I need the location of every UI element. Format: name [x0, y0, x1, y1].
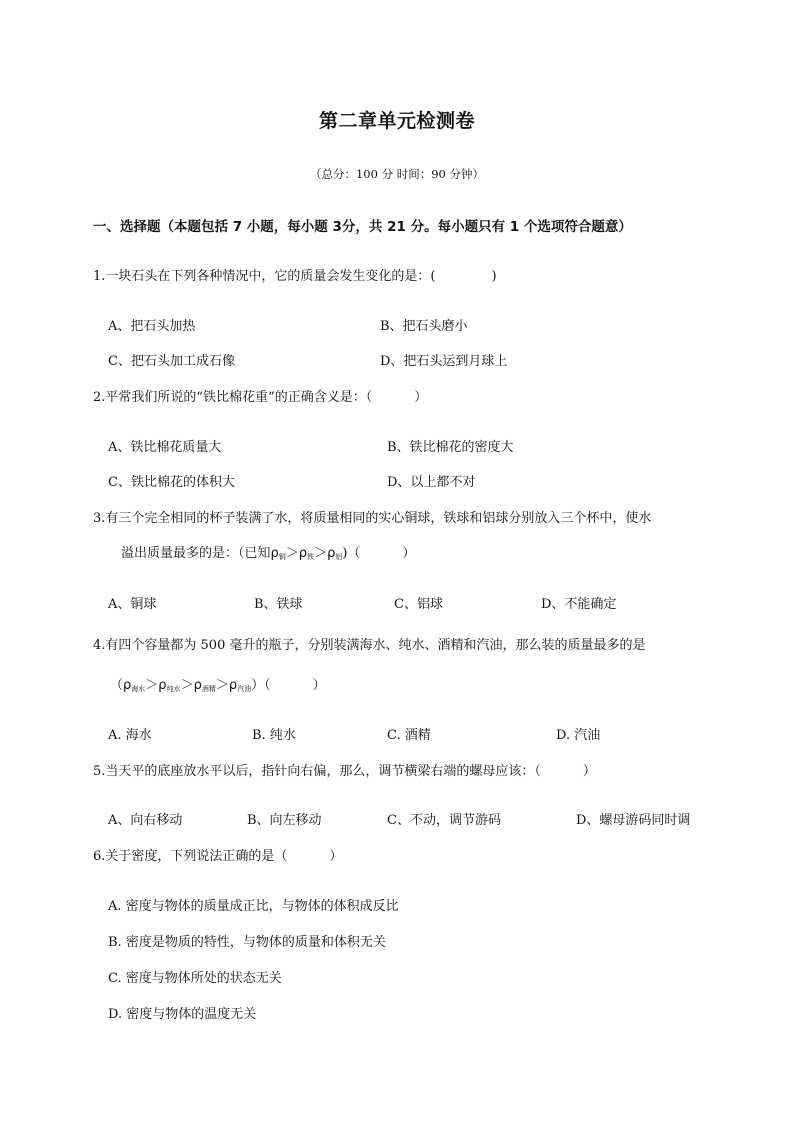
q4-option-b: B. 纯水: [252, 728, 296, 743]
greater-than: ＞: [314, 546, 328, 561]
question-3-line-1: 3.有三个完全相同的杯子装满了水，将质量相同的实心铜球，铁球和铝球分别放入三个杯中，使水: [93, 511, 652, 526]
question-6-stem: 6.关于密度，下列说法正确的是（: [93, 849, 288, 864]
q3-prefix: 溢出质量最多的是：（已知: [121, 546, 271, 561]
rho-symbol: ρ: [327, 546, 336, 561]
rho-symbol: ρ: [123, 678, 132, 693]
q6-option-d: D. 密度与物体的温度无关: [108, 1007, 257, 1022]
greater-than: ＞: [215, 678, 229, 693]
q3-option-d: D、不能确定: [541, 597, 617, 612]
subscript: 铜: [278, 553, 286, 561]
question-6-close: ）: [329, 849, 343, 864]
subscript: 铁: [307, 553, 315, 561]
question-2-close: ）: [414, 390, 428, 405]
exam-info: （总分：100 分 时间：90 分钟）: [309, 167, 485, 181]
q1-option-b: B、把石头磨小: [380, 319, 468, 334]
subscript: 纯水: [166, 685, 181, 693]
question-2: [93, 386, 427, 405]
q5-option-d: D、螺母游码同时调: [576, 813, 691, 828]
q4-option-d: D. 汽油: [556, 728, 601, 743]
question-5-close: ）: [582, 764, 596, 779]
greater-than: ＞: [285, 546, 299, 561]
question-2-stem: 2.平常我们所说的“铁比棉花重”的正确含义是：（: [93, 390, 373, 405]
section-heading: 一、选择题（本题包括 7 小题，每小题 3分，共 21 分。每小题只有 1 个选项符合题意）: [93, 219, 632, 235]
paren-open: ）（: [251, 678, 271, 693]
question-4-line-2: [110, 674, 326, 694]
subscript: 海水: [131, 685, 146, 693]
question-3-line-2: [121, 542, 415, 562]
q2-option-c: C、铁比棉花的体积大: [108, 475, 235, 490]
paren-open: )（: [342, 546, 361, 561]
q5-option-c: C、不动，调节游码: [387, 813, 501, 828]
rho-symbol: ρ: [193, 678, 202, 693]
q2-option-a: A、铁比棉花质量大: [108, 440, 222, 455]
question-1-close: ): [491, 269, 497, 284]
question-6: [93, 845, 342, 864]
rho-symbol: ρ: [298, 546, 308, 561]
page-title: 第二章单元检测卷: [318, 110, 475, 132]
q4-option-a: A. 海水: [108, 728, 152, 743]
question-4-line-1: 4.有四个容量都为 500 毫升的瓶子，分别装满海水、纯水、酒精和汽油，那么装的质量最多的是: [93, 638, 646, 653]
question-5: [93, 760, 596, 779]
question-1: [93, 265, 497, 284]
rho-symbol: ρ: [158, 678, 167, 693]
paren-open: （: [110, 678, 124, 693]
q3-option-c: C、铝球: [394, 597, 443, 612]
question-1-stem: 1.一块石头在下列各种情况中，它的质量会发生变化的是：(: [93, 269, 436, 284]
q5-option-b: B、向左移动: [247, 813, 322, 828]
q6-option-b: B. 密度是物质的特性，与物体的质量和体积无关: [108, 935, 386, 950]
question-5-stem: 5.当天平的底座放水平以后，指针向右偏，那么，调节横梁右端的螺母应该：（: [93, 764, 541, 779]
q1-option-a: A、把石头加热: [108, 319, 196, 334]
q3-option-b: B、铁球: [254, 597, 303, 612]
q2-option-d: D、以上都不对: [387, 475, 476, 490]
rho-symbol: ρ: [270, 546, 279, 561]
rho-symbol: ρ: [228, 678, 238, 693]
greater-than: ＞: [145, 678, 159, 693]
greater-than: ＞: [180, 678, 194, 693]
subscript: 酒精: [201, 685, 216, 693]
subscript: 汽油: [237, 685, 252, 693]
q3-option-a: A、铜球: [108, 597, 157, 612]
paren-close: ）: [402, 546, 416, 561]
q1-option-d: D、把石头运到月球上: [380, 354, 508, 369]
subscript: 铝: [335, 553, 343, 561]
q6-option-c: C. 密度与物体所处的状态无关: [108, 971, 282, 986]
q1-option-c: C、把石头加工成石像: [108, 354, 235, 369]
q6-option-a: A. 密度与物体的质量成正比，与物体的体积成反比: [108, 899, 399, 914]
q5-option-a: A、向右移动: [108, 813, 183, 828]
paren-close: ）: [312, 678, 326, 693]
q2-option-b: B、铁比棉花的密度大: [387, 440, 514, 455]
q4-option-c: C. 酒精: [387, 728, 431, 743]
